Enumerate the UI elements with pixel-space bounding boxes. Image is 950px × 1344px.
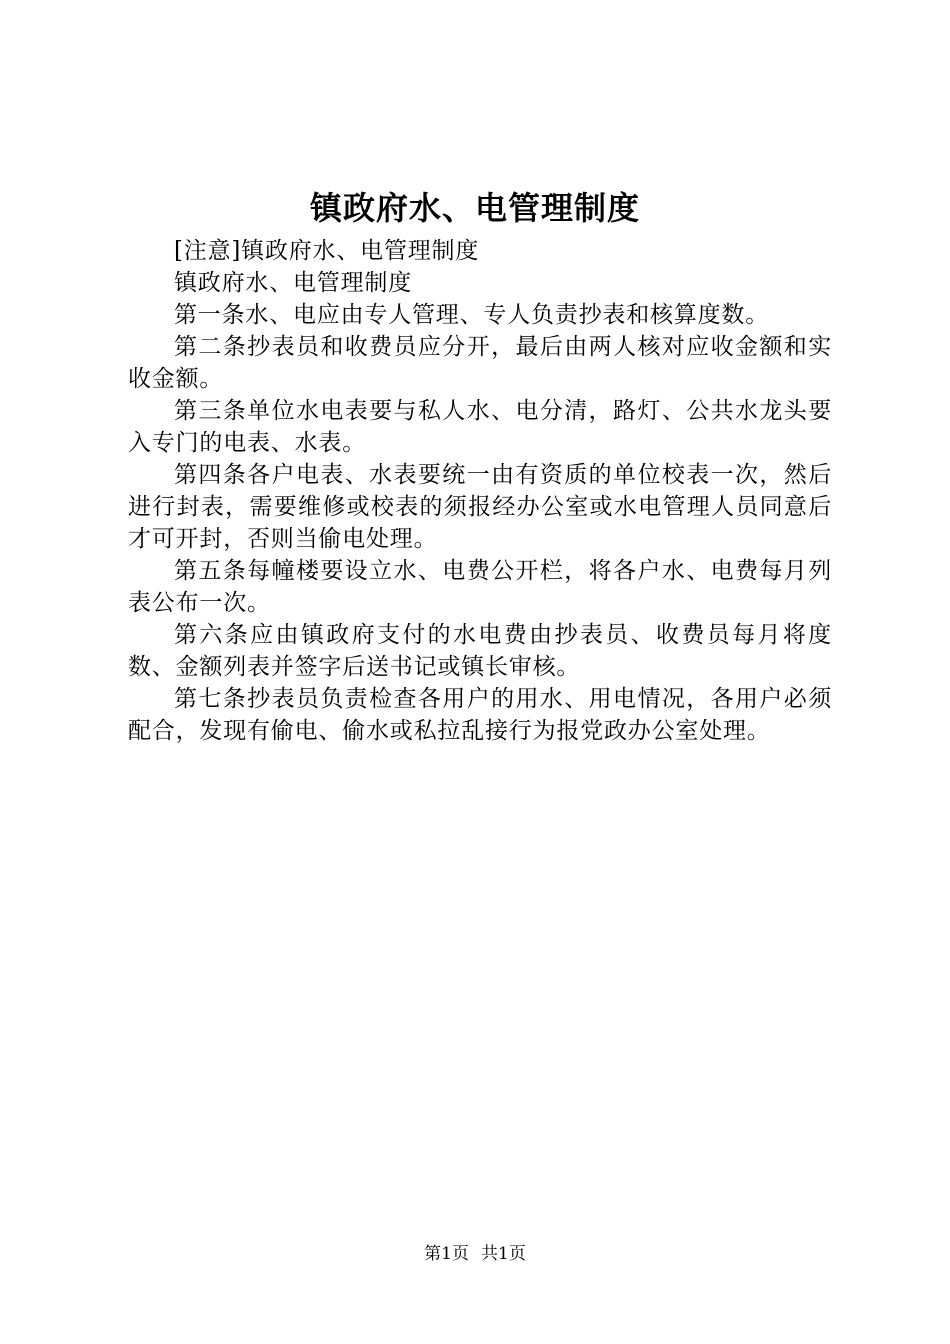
paragraph-article-2: 第二条抄表员和收费员应分开，最后由两人核对应收金额和实收金额。 (128, 334, 832, 392)
document-title: 镇政府水、电管理制度 (309, 189, 640, 227)
paragraph-article-4: 第四条各户电表、水表要统一由有资质的单位校表一次，然后进行封表，需要维修或校表的须报经办公室或水电管理人员同意后才可开封，否则当偷电处理。 (128, 462, 832, 552)
paragraph-note: [注意]镇政府水、电管理制度 (174, 238, 480, 264)
paragraph-article-1: 第一条水、电应由专人管理、专人负责抄表和核算度数。 (174, 302, 769, 328)
page-footer (0, 1242, 950, 1266)
paragraph-article-5: 第五条每幢楼要设立水、电费公开栏，将各户水、电费每月列表公布一次。 (128, 558, 832, 616)
paragraph-article-7: 第七条抄表员负责检查各用户的用水、用电情况，各用户必须配合，发现有偷电、偷水或私拉乱接行为报党政办公室处理。 (128, 686, 832, 744)
paragraph-article-6: 第六条应由镇政府支付的水电费由抄表员、收费员每月将度数、金额列表并签字后送书记或镇长审核。 (128, 622, 832, 680)
paragraph-article-3: 第三条单位水电表要与私人水、电分清，路灯、公共水龙头要入专门的电表、水表。 (128, 398, 832, 456)
document-body (128, 235, 832, 747)
paragraph-subtitle: 镇政府水、电管理制度 (174, 270, 412, 296)
page-number-current: 第1页 (424, 1244, 469, 1264)
page-number-total: 共1页 (481, 1244, 526, 1264)
